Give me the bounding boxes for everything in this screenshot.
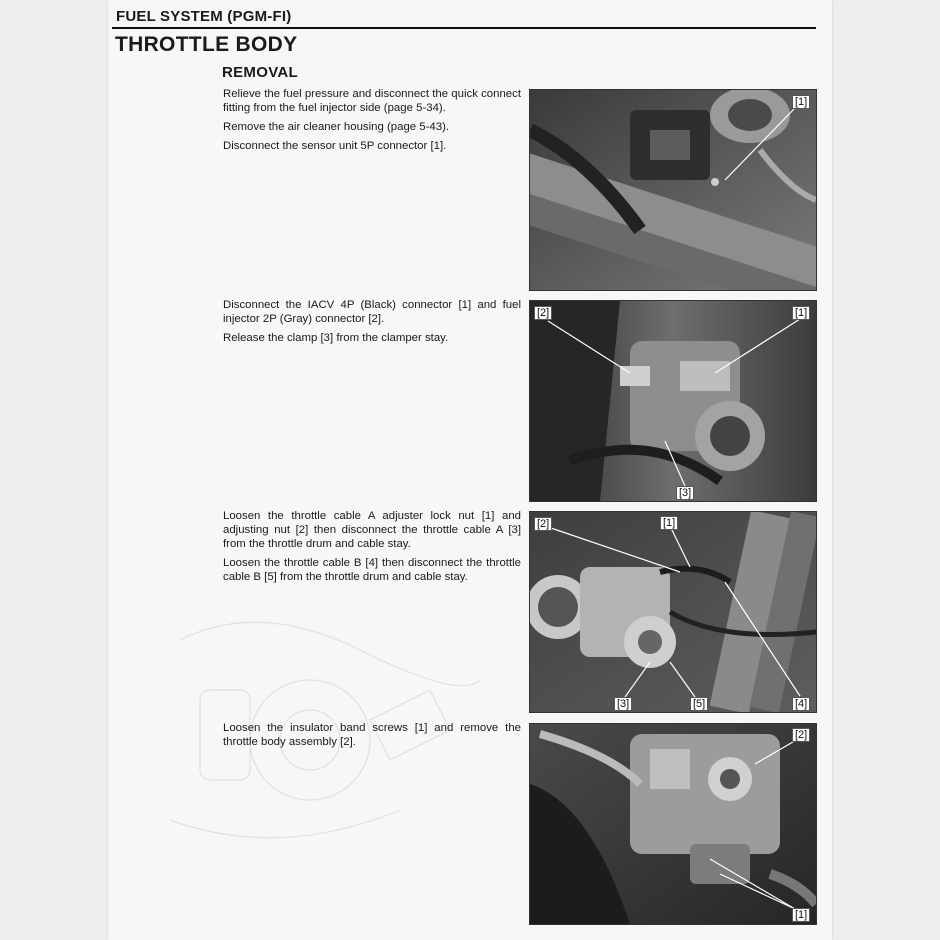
step-paragraph: Loosen the throttle cable B [4] then disconnect the throttle cable B [5] from the throttle drum and cable stay. (223, 557, 521, 583)
step-1-photo (529, 89, 817, 291)
callout-label: [3] (676, 486, 694, 500)
step-3-photo (529, 511, 817, 713)
callout-label: [4] (792, 697, 810, 711)
callout-label: [1] (792, 908, 810, 922)
step-2-text (223, 298, 521, 350)
step-paragraph: Release the clamp [3] from the clamper stay. (223, 332, 449, 344)
callout-label: [1] (792, 95, 810, 109)
page-title: THROTTLE BODY (115, 33, 298, 56)
step-paragraph: Disconnect the sensor unit 5P connector [1]. (223, 140, 447, 152)
step-1-text (223, 87, 521, 158)
callout-label: [1] (792, 306, 810, 320)
section-header: FUEL SYSTEM (PGM-FI) (116, 8, 292, 25)
step-paragraph: Loosen the throttle cable A adjuster lock nut [1] and adjusting nut [2] then disconnect the throttle cable A [3] from the throttle drum and cable stay. (223, 510, 521, 550)
step-paragraph: Relieve the fuel pressure and disconnect the quick connect fitting from the fuel injector side (page 5-34). (223, 88, 521, 114)
step-4-text (223, 721, 521, 754)
step-paragraph: Loosen the insulator band screws [1] and remove the throttle body assembly [2]. (223, 722, 521, 748)
step-paragraph: Disconnect the IACV 4P (Black) connector [1] and fuel injector 2P (Gray) connector [2]. (223, 299, 521, 325)
callout-label: [3] (614, 697, 632, 711)
step-paragraph: Remove the air cleaner housing (page 5-43). (223, 121, 450, 133)
callout-label: [2] (534, 306, 552, 320)
callout-label: [1] (660, 516, 678, 530)
step-4-photo (529, 723, 817, 925)
callout-label: [2] (534, 517, 552, 531)
header-rule (112, 27, 816, 29)
procedure-subtitle: REMOVAL (222, 64, 298, 81)
step-3-text (223, 509, 521, 589)
callout-label: [2] (792, 728, 810, 742)
step-2-photo (529, 300, 817, 502)
callout-label: [5] (690, 697, 708, 711)
